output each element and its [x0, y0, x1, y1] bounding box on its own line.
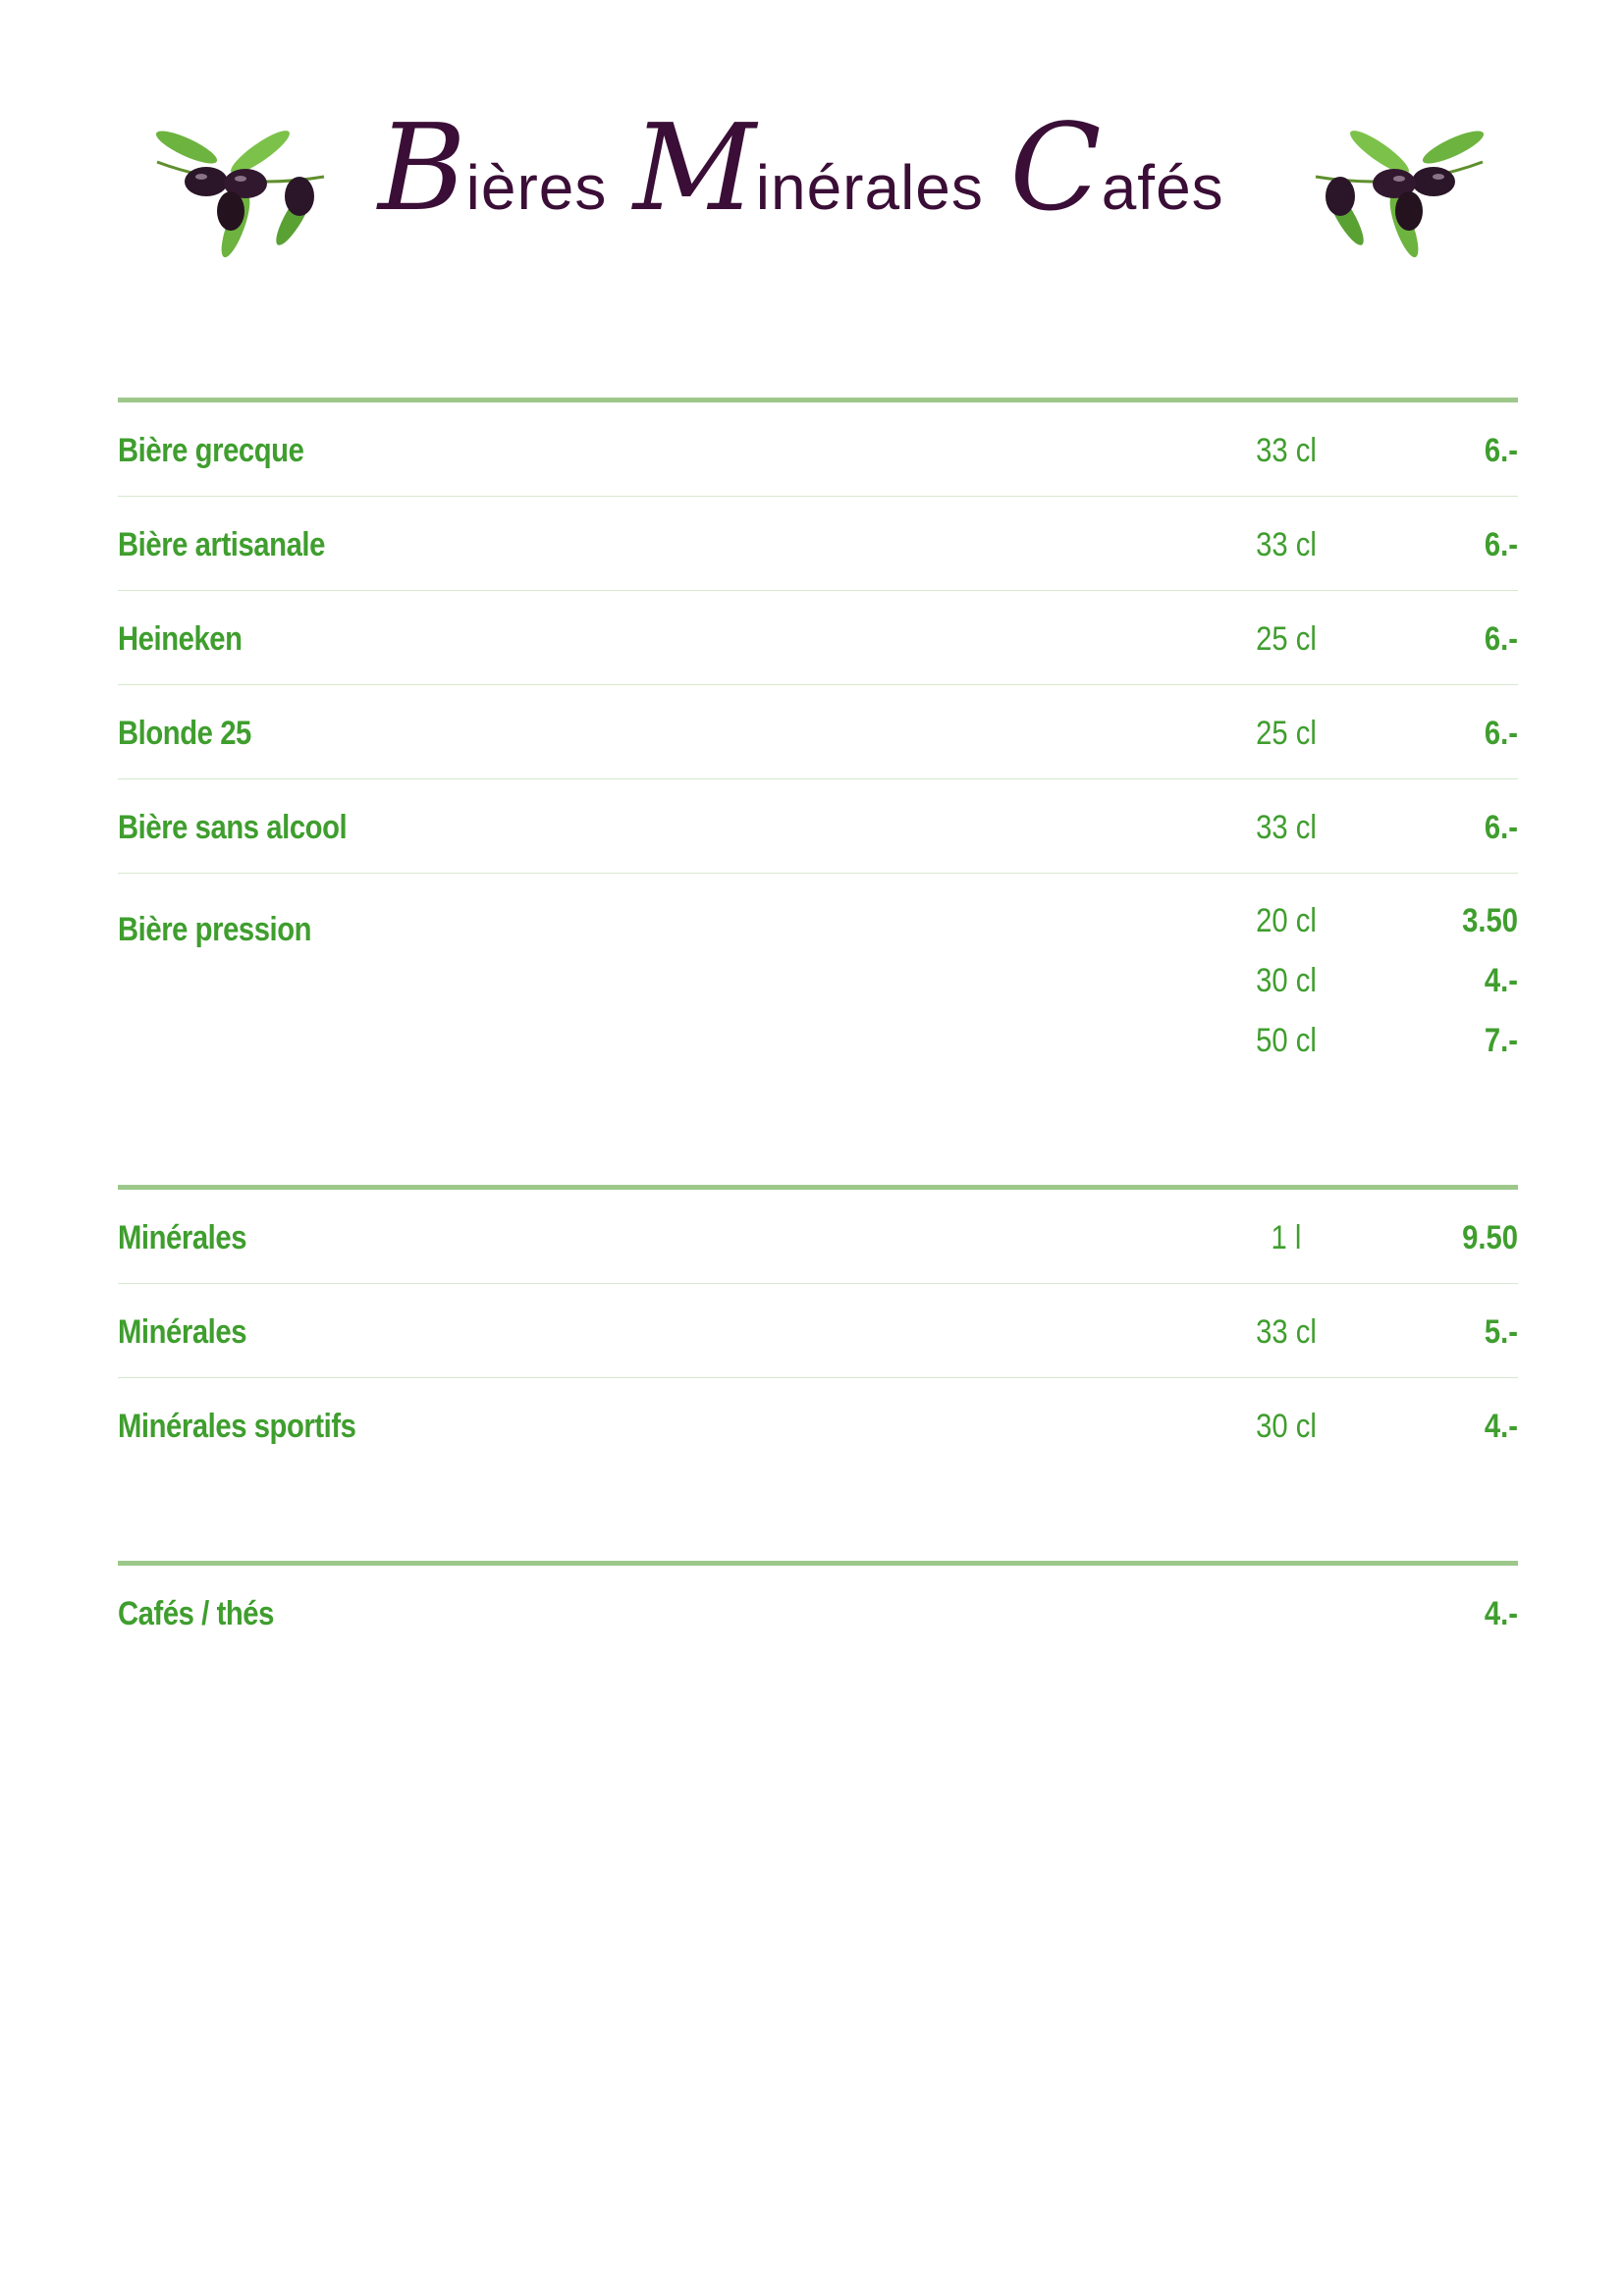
item-price: 4.-	[1484, 1595, 1518, 1632]
item-price: 4.-	[1484, 1408, 1518, 1445]
menu-header	[0, 98, 1624, 275]
item-name: Bière grecque	[118, 432, 304, 469]
item-price: 6.-	[1484, 526, 1518, 563]
item-name: Minérales	[118, 1313, 247, 1351]
item-price: 6.-	[1484, 809, 1518, 846]
item-price: 6.-	[1484, 620, 1518, 658]
item-volume: 30 cl	[1256, 962, 1317, 999]
menu-item-row	[118, 402, 1518, 497]
item-name: Minérales sportifs	[118, 1408, 356, 1445]
item-name: Minérales	[118, 1219, 247, 1256]
item-name: Bière sans alcool	[118, 809, 348, 846]
item-volume: 33 cl	[1256, 1313, 1317, 1351]
menu-item-row	[118, 497, 1518, 591]
section-cafes	[118, 1561, 1518, 1659]
item-volume: 33 cl	[1256, 809, 1317, 846]
item-price: 9.50	[1462, 1219, 1518, 1256]
item-name: Blonde 25	[118, 715, 251, 752]
menu-title	[378, 98, 1262, 275]
title-word-minerales: Minérales	[632, 98, 984, 238]
menu-item-row	[118, 1378, 1518, 1471]
olive-branch-icon	[147, 123, 334, 260]
title-word-bieres: Bières	[378, 98, 608, 238]
item-name: Cafés / thés	[118, 1595, 274, 1632]
item-price: 3.50	[1462, 902, 1518, 939]
item-price: 6.-	[1484, 432, 1518, 469]
section-bieres	[118, 398, 1518, 1095]
menu-item-row-multi	[118, 874, 1518, 1095]
menu-item-row	[118, 1190, 1518, 1284]
item-volume: 30 cl	[1256, 1408, 1317, 1445]
item-name: Bière pression	[118, 911, 312, 948]
item-volume: 33 cl	[1256, 432, 1317, 469]
item-volume: 20 cl	[1256, 902, 1317, 939]
item-volume: 50 cl	[1256, 1022, 1317, 1059]
menu-item-row	[118, 1284, 1518, 1378]
item-price-list	[1382, 891, 1518, 1071]
menu-item-row	[118, 779, 1518, 874]
menu-item-row	[118, 591, 1518, 685]
item-price: 5.-	[1484, 1313, 1518, 1351]
menu-item-row	[118, 1566, 1518, 1659]
section-minerales	[118, 1185, 1518, 1471]
item-volume: 25 cl	[1256, 620, 1317, 658]
item-price: 4.-	[1484, 962, 1518, 999]
menu-item-row	[118, 685, 1518, 779]
title-word-cafes: Cafés	[1009, 98, 1224, 238]
item-volume-list	[1223, 891, 1350, 1071]
item-volume: 33 cl	[1256, 526, 1317, 563]
item-price: 7.-	[1484, 1022, 1518, 1059]
item-name: Bière artisanale	[118, 526, 325, 563]
item-price: 6.-	[1484, 715, 1518, 752]
item-name: Heineken	[118, 620, 243, 658]
item-volume: 1 l	[1271, 1219, 1302, 1256]
olive-branch-icon	[1306, 123, 1492, 260]
item-volume: 25 cl	[1256, 715, 1317, 752]
